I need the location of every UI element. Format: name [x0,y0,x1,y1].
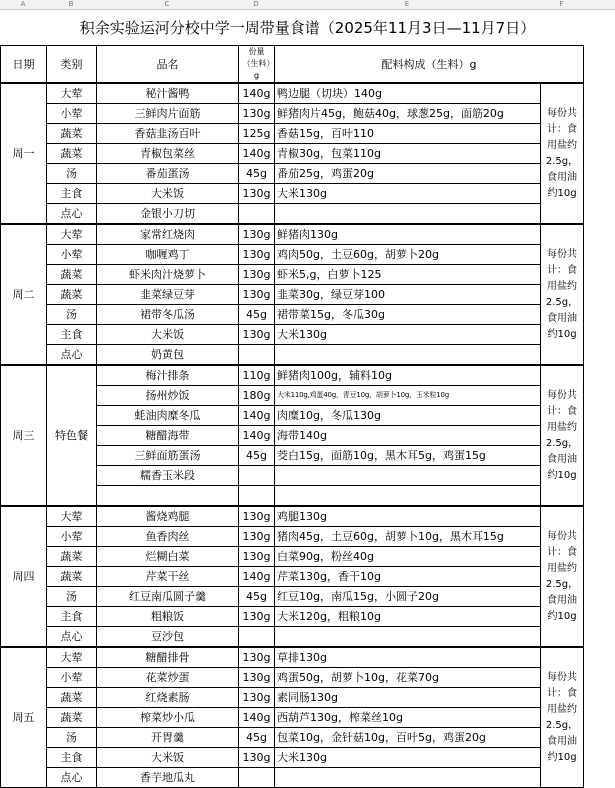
ingredients-cell: 鸡腿130g [275,506,541,527]
category-cell: 主食 [47,184,97,204]
portion-qty [239,466,275,486]
category-cell: 汤 [47,164,97,184]
ingredients-cell [275,627,541,648]
menu-row [1,204,584,225]
menu-row [1,184,584,204]
salt-oil-note: 每份共计：食用盐约2.5g，食用油约10g [541,83,584,224]
ingredients-cell: 大米130g [275,748,541,768]
ingredients-cell: 大米130g [275,184,541,204]
ingredients-cell: 韭菜30g，绿豆芽100 [275,285,541,305]
ingredients-cell: 红豆10g，南瓜15g，小圆子20g [275,587,541,607]
dish-name: 糖醋海带 [97,426,239,446]
ingredients-cell [275,466,541,486]
menu-row [1,748,584,768]
dish-name: 烂糊白菜 [97,547,239,567]
ingredients-cell [275,345,541,366]
portion-qty [239,627,275,648]
dish-name: 金银小刀切 [97,204,239,225]
menu-row [1,547,584,567]
column-letter[interactable]: B [68,0,74,8]
category-cell: 蔬菜 [47,265,97,285]
ingredients-cell: 青椒30g，包菜110g [275,144,541,164]
ingredients-cell: 鲜猪肉130g [275,224,541,245]
day-label: 周四 [1,506,47,647]
header-qty: 份量（生料）g [239,46,275,84]
portion-qty: 130g [239,748,275,768]
special-meal-label: 特色餐 [47,365,97,506]
ingredients-cell: 鲜猪肉片45g，鲍菇40g，球葱25g，面筋20g [275,104,541,124]
dish-name: 鱼香肉丝 [97,527,239,547]
header-dish: 品名 [97,46,239,84]
portion-qty: 130g [239,506,275,527]
category-cell: 蔬菜 [47,708,97,728]
day-label: 周二 [1,224,47,365]
menu-row [1,587,584,607]
ingredients-cell: 鸡蛋50g，胡萝卜10g，花菜70g [275,668,541,688]
weekly-menu-table [0,45,584,788]
dish-name: 奶黄包 [97,345,239,366]
portion-qty: 130g [239,184,275,204]
ingredients-cell: 番茄25g，鸡蛋20g [275,164,541,184]
salt-oil-note: 每份共计：食用盐约2.5g，食用油约10g [541,647,584,788]
menu-row [1,527,584,547]
header-category: 类别 [47,46,97,84]
dish-name: 咖喱鸡丁 [97,245,239,265]
ingredients-cell: 鲜猪肉100g，辅料10g [275,365,541,386]
menu-row [1,104,584,124]
spreadsheet-column-header [0,0,615,10]
dish-name: 香菇韭汤百叶 [97,124,239,144]
category-cell: 大荤 [47,83,97,104]
dish-name: 开胃羹 [97,728,239,748]
dish-name: 家常红烧肉 [97,224,239,245]
menu-row [1,164,584,184]
category-cell: 小荤 [47,668,97,688]
ingredients-cell: 香菇15g，百叶110 [275,124,541,144]
ingredients-cell: 茭白15g，面筋10g，黑木耳5g，鸡蛋15g [275,446,541,466]
dish-name: 蚝油肉糜冬瓜 [97,406,239,426]
menu-row [1,567,584,587]
menu-row [1,305,584,325]
salt-oil-note: 每份共计：食用盐约2.5g，食用油约10g [541,224,584,365]
ingredients-cell: 猪肉45g，土豆60g，胡萝卜10g，黑木耳15g [275,527,541,547]
ingredients-cell: 大米130g [275,325,541,345]
menu-row [1,265,584,285]
menu-row [1,245,584,265]
category-cell: 主食 [47,748,97,768]
day-label: 周三 [1,365,47,506]
ingredients-cell: 白菜90g，粉丝40g [275,547,541,567]
portion-qty [239,204,275,225]
header-row [1,46,584,84]
ingredients-cell: 鸭边腿（切块）140g [275,83,541,104]
ingredients-cell: 草排130g [275,647,541,668]
column-letter[interactable]: A [20,0,26,8]
ingredients-cell [275,204,541,225]
category-cell: 蔬菜 [47,547,97,567]
dish-name: 大米饭 [97,748,239,768]
category-cell: 汤 [47,587,97,607]
dish-name: 糖醋排骨 [97,647,239,668]
dish-name: 红烧素肠 [97,688,239,708]
dish-name: 芹菜干丝 [97,567,239,587]
menu-row [1,506,584,527]
menu-row [1,647,584,668]
portion-qty: 180g [239,386,275,406]
salt-oil-note: 每份共计：食用盐约2.5g，食用油约10g [541,365,584,506]
portion-qty: 125g [239,124,275,144]
portion-qty: 130g [239,647,275,668]
portion-qty: 140g [239,144,275,164]
category-cell: 小荤 [47,527,97,547]
category-cell: 小荤 [47,104,97,124]
menu-title: 积余实验运河分校中学一周带量食谱（2025年11月3日—11月7日） [79,19,536,37]
day-label: 周一 [1,83,47,224]
menu-row [1,325,584,345]
portion-qty: 140g [239,83,275,104]
portion-qty: 130g [239,245,275,265]
dish-name: 虾米肉汁烧萝卜 [97,265,239,285]
category-cell: 汤 [47,728,97,748]
header-ingredients: 配料构成（生料）g [275,46,584,84]
portion-qty: 110g [239,365,275,386]
day-label: 周五 [1,647,47,788]
category-cell: 汤 [47,305,97,325]
portion-qty: 130g [239,668,275,688]
ingredients-cell: 肉糜10g，冬瓜130g [275,406,541,426]
dish-name: 大米饭 [97,325,239,345]
menu-row [1,285,584,305]
dish-name [97,486,239,507]
dish-name: 扬州炒饭 [97,386,239,406]
category-cell: 蔬菜 [47,124,97,144]
dish-name: 豆沙包 [97,627,239,648]
ingredients-cell: 西葫芦130g，榨菜丝10g [275,708,541,728]
portion-qty: 130g [239,325,275,345]
category-cell: 点心 [47,204,97,225]
dish-name: 香芋地瓜丸 [97,768,239,788]
portion-qty: 130g [239,688,275,708]
portion-qty: 45g [239,305,275,325]
menu-row [1,607,584,627]
dish-name: 粗粮饭 [97,607,239,627]
menu-row [1,728,584,748]
category-cell: 大荤 [47,506,97,527]
portion-qty [239,486,275,507]
dish-name: 三鲜肉片面筋 [97,104,239,124]
menu-row [1,83,584,104]
ingredients-cell: 包菜10g，金针菇10g，百叶5g，鸡蛋20g [275,728,541,748]
column-letter[interactable]: C [164,0,170,8]
menu-row [1,668,584,688]
dish-name: 红豆南瓜圆子羹 [97,587,239,607]
portion-qty: 140g [239,426,275,446]
portion-qty: 130g [239,285,275,305]
ingredients-cell: 鸡肉50g，土豆60g，胡萝卜20g [275,245,541,265]
category-cell: 点心 [47,345,97,366]
portion-qty: 130g [239,607,275,627]
menu-row [1,124,584,144]
portion-qty: 130g [239,527,275,547]
portion-qty: 45g [239,728,275,748]
portion-qty: 140g [239,567,275,587]
category-cell: 蔬菜 [47,144,97,164]
category-cell: 蔬菜 [47,285,97,305]
category-cell: 大荤 [47,224,97,245]
dish-name: 酱烧鸡腿 [97,506,239,527]
ingredients-cell: 大米110g,鸡蛋40g，青豆10g，胡萝卜10g，玉米粒10g [275,386,541,406]
portion-qty [239,345,275,366]
portion-qty: 140g [239,708,275,728]
ingredients-cell: 素同肠130g [275,688,541,708]
dish-name: 秘汁酱鸭 [97,83,239,104]
category-cell: 蔬菜 [47,688,97,708]
category-cell: 主食 [47,607,97,627]
menu-row [1,345,584,366]
column-letter[interactable]: F [559,0,564,8]
portion-qty: 45g [239,164,275,184]
menu-row [1,365,584,386]
dish-name: 裙带冬瓜汤 [97,305,239,325]
menu-row [1,627,584,648]
header-date: 日期 [1,46,47,84]
portion-qty: 130g [239,104,275,124]
ingredients-cell: 芹菜130g，香干10g [275,567,541,587]
portion-qty: 130g [239,265,275,285]
menu-row [1,144,584,164]
category-cell: 点心 [47,768,97,788]
dish-name: 榨菜炒小瓜 [97,708,239,728]
column-letter[interactable]: D [253,0,259,8]
portion-qty: 130g [239,547,275,567]
column-letter[interactable]: E [404,0,410,8]
salt-oil-note: 每份共计：食用盐约2.5g，食用油约10g [541,506,584,647]
dish-name: 大米饭 [97,184,239,204]
menu-row [1,708,584,728]
ingredients-cell: 大米120g，粗粮10g [275,607,541,627]
dish-name: 梅汁排条 [97,365,239,386]
dish-name: 青椒包菜丝 [97,144,239,164]
ingredients-cell [275,486,541,507]
portion-qty: 130g [239,224,275,245]
ingredients-cell: 海带140g [275,426,541,446]
ingredients-cell: 虾米5,g，白萝卜125 [275,265,541,285]
category-cell: 点心 [47,627,97,648]
portion-qty: 45g [239,446,275,466]
menu-row [1,688,584,708]
category-cell: 主食 [47,325,97,345]
category-cell: 小荤 [47,245,97,265]
dish-name: 番茄蛋汤 [97,164,239,184]
ingredients-cell: 裙带菜15g，冬瓜30g [275,305,541,325]
dish-name: 三鲜面筋蛋汤 [97,446,239,466]
dish-name: 花菜炒蛋 [97,668,239,688]
portion-qty: 45g [239,587,275,607]
category-cell: 大荤 [47,647,97,668]
menu-row [1,224,584,245]
category-cell: 蔬菜 [47,567,97,587]
dish-name: 韭菜绿豆芽 [97,285,239,305]
portion-qty: 140g [239,406,275,426]
dish-name: 糯香玉米段 [97,466,239,486]
